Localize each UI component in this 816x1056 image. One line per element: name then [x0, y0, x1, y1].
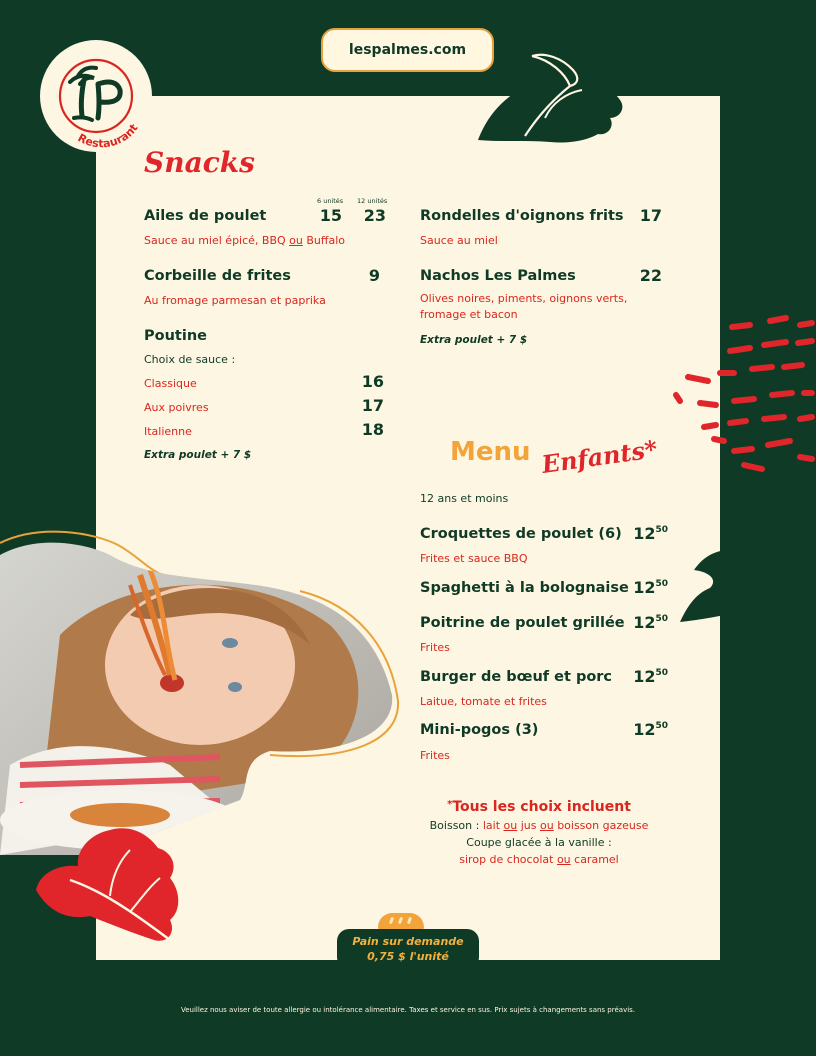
kids-item-price: $12^{50}$ [633, 720, 668, 739]
website-link[interactable]: lespalmes.com [321, 28, 494, 72]
poutine-extra: Extra poulet + 7 $ [144, 449, 252, 461]
kids-item-desc: Laitue, tomate et frites [420, 695, 547, 708]
leaf-decoration-right [680, 540, 740, 630]
logo-label: Restaurant [75, 121, 141, 151]
wings-price-12: 23 [363, 206, 386, 225]
onion-rings-desc: Sauce au miel [420, 234, 498, 247]
poutine-sauce-label: Choix de sauce : [144, 353, 236, 366]
fries-desc: Au fromage parmesan et paprika [144, 294, 326, 307]
nachos-name: Nachos Les Palmes [420, 268, 576, 284]
includes-dessert: Coupe glacée à la vanille : [466, 836, 612, 849]
fries-price: 9 [368, 266, 380, 285]
poutine-option-price: 17 [361, 396, 384, 415]
col-12-units: 12 unités [357, 197, 388, 205]
kids-item-price: $12^{50}$ [633, 524, 668, 543]
poutine-option-price: 18 [361, 420, 384, 439]
kids-item-desc: Frites [420, 749, 450, 762]
wings-desc: Sauce au miel épicé, BBQ ou Buffalo [144, 234, 345, 247]
kids-age: 12 ans et moins [420, 492, 509, 505]
kids-item-name: Croquettes de poulet (6) [420, 526, 622, 542]
kids-item-name: Burger de bœuf et porc [420, 669, 613, 685]
red-leaf-decoration [30, 820, 190, 950]
svg-text:Restaurant [76, 122, 141, 151]
kids-title-enfants: Enfants* [539, 434, 660, 479]
wings-price-6: 15 [319, 206, 342, 225]
nachos-price: 22 [639, 266, 662, 285]
bread-on-request [337, 929, 479, 969]
poutine-name: Poutine [144, 328, 207, 344]
kids-item-name: Spaghetti à la bolognaise [420, 580, 629, 596]
kids-title-menu: Menu [450, 437, 531, 467]
kids-item-price: $12^{50}$ [633, 667, 668, 686]
restaurant-logo [40, 40, 152, 152]
includes-drinks: Boisson : lait ou jus ou boisson gazeuse [429, 819, 649, 832]
poutine-option-name: Italienne [144, 425, 192, 438]
kids-item-price: $12^{50}$ [633, 578, 668, 597]
nachos-desc: Olives noires, piments, oignons verts, fromage et bacon [420, 292, 628, 321]
nachos-extra: Extra poulet + 7 $ [420, 334, 528, 346]
kids-item-desc: Frites [420, 641, 450, 654]
col-6-units: 6 unités [317, 197, 344, 205]
poutine-option-price: 16 [361, 372, 384, 391]
kids-item-name: Mini-pogos (3) [420, 722, 539, 738]
kids-item-price: $12^{50}$ [633, 613, 668, 632]
wings-name: Ailes de poulet [144, 208, 267, 224]
poutine-option-name: Classique [144, 377, 197, 390]
brush-strokes-decoration [660, 315, 816, 485]
footer-disclaimer: Veuillez nous aviser de toute allergie ou intolérance alimentaire. Taxes et service en sus. Prix sujets à changements sans préavis. [180, 1006, 636, 1014]
poutine-option-name: Aux poivres [144, 401, 209, 414]
onion-rings-name: Rondelles d'oignons frits [420, 208, 624, 224]
includes-syrup: sirop de chocolat ou caramel [459, 853, 619, 866]
leaf-decoration-top [470, 48, 630, 148]
bread-line2: 0,75 $ l'unité [367, 950, 449, 963]
onion-rings-price: 17 [639, 206, 662, 225]
kids-item-name: Poitrine de poulet grillée [420, 615, 625, 631]
kids-item-desc: Frites et sauce BBQ [420, 552, 528, 565]
snacks-title: Snacks [144, 146, 255, 179]
bread-line1: Pain sur demande [352, 935, 464, 948]
includes-title: *Tous les choix incluent [447, 799, 631, 815]
fries-name: Corbeille de frites [144, 268, 291, 284]
